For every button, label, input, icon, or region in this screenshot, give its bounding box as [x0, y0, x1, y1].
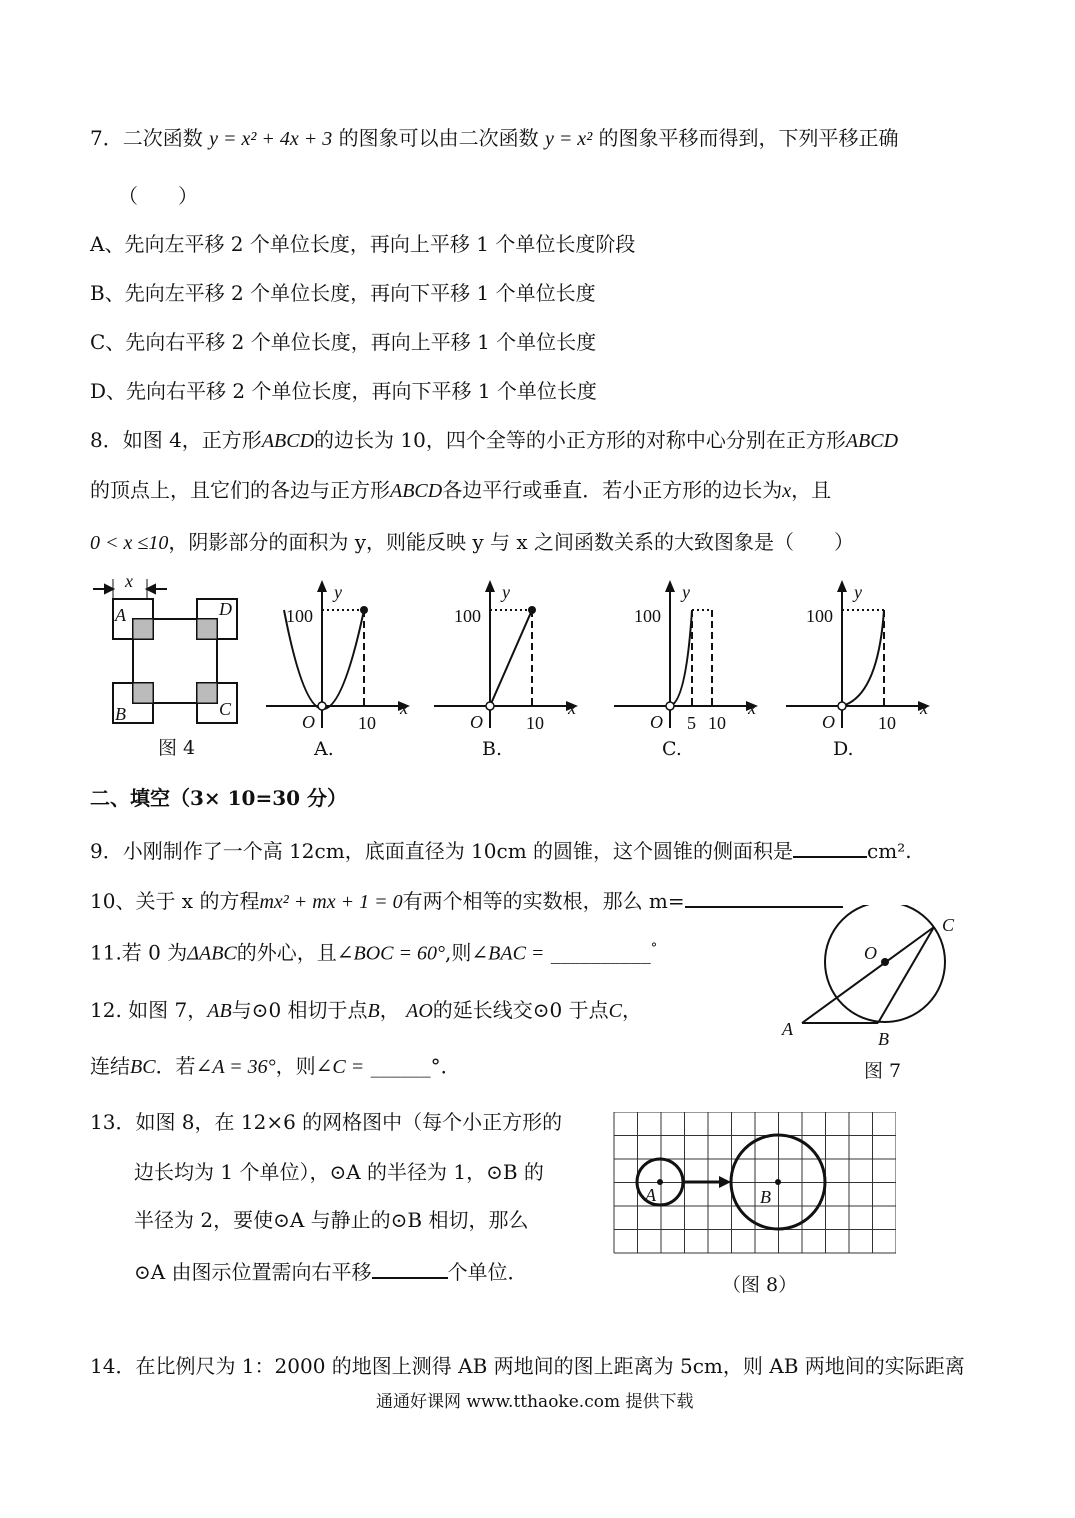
fig4-vertex-a: A [115, 605, 126, 625]
q8-line2: 的顶点上，且它们的各边与正方形ABCD各边平行或垂直．若小正方形的边长为x，且 [90, 478, 832, 502]
graph-a-x-label: x [400, 698, 408, 718]
q14: 14．在比例尺为 1：2000 的地图上测得 AB 两地间的图上距离为 5cm，则 AB 两地间的实际距离 [90, 1354, 965, 1378]
fig7-label-c: C [942, 915, 955, 935]
graph-d-x-label: x [920, 698, 928, 718]
q8-line1: 8．如图 4，正方形ABCD的边长为 10，四个全等的小正方形的对称中心分别在正方形ABCD [90, 428, 899, 452]
q11-blank[interactable]: __________ [550, 940, 651, 965]
fig7-caption: 图 7 [864, 1060, 902, 1082]
q13-line4: ⊙A 由图示位置需向右平移 个单位． [134, 1260, 528, 1284]
graph-a [262, 578, 422, 733]
q7-stem: 7．二次函数 y = x² + 4x + 3 的图象可以由二次函数 y = x² 的图象平移而得到，下列平移正确 [90, 126, 899, 150]
graph-c-origin: O [650, 712, 663, 732]
fig4-vertex-b: B [115, 704, 126, 724]
fig8-label-a: A [645, 1185, 656, 1205]
graph-d-origin: O [822, 712, 835, 732]
graph-b-x-tick: 10 [526, 713, 544, 733]
graph-c-caption: C. [662, 738, 682, 760]
graph-c [610, 578, 770, 733]
graph-b-origin: O [470, 712, 483, 732]
fig7-label-a: A [782, 1019, 793, 1039]
q9: 9．小刚制作了一个高 12cm，底面直径为 10cm 的圆锥，这个圆锥的侧面积是 cm². [90, 839, 912, 863]
graph-d-y-tick: 100 [806, 606, 833, 626]
graph-d [782, 578, 942, 733]
graph-a-caption: A. [314, 738, 334, 760]
fig8-caption: （图 8） [722, 1274, 798, 1296]
q7-eq1: y = x² + 4x + 3 [209, 128, 333, 150]
section-2-heading: 二、填空（3× 10=30 分） [90, 786, 348, 810]
graph-d-caption: D. [833, 738, 854, 760]
q13-line2: 边长均为 1 个单位），⊙A 的半径为 1，⊙B 的 [134, 1160, 544, 1184]
fig4-vertex-c: C [219, 699, 232, 719]
q8-line3: 0 < x ≤10，阴影部分的面积为 y，则能反映 y 与 x 之间函数关系的大致图象是（ ） [90, 530, 855, 554]
q10-eq: mx² + mx + 1 = 0 [259, 891, 403, 913]
q12-line1: 12. 如图 7，AB与⊙0 相切于点B， AO的延长线交⊙0 于点C， [90, 998, 642, 1022]
q9-blank[interactable] [793, 838, 867, 858]
graph-a-y-label: y [334, 582, 342, 602]
q10: 10、关于 x 的方程mx² + mx + 1 = 0有两个相等的实数根，那么 m= [90, 888, 843, 912]
fig8-label-b: B [760, 1187, 771, 1207]
graph-c-x-tick-10: 10 [708, 713, 726, 733]
fig4-vertex-d: D [219, 599, 232, 619]
q7-option-c: C、先向右平移 2 个单位长度，再向上平移 1 个单位长度 [90, 330, 597, 354]
graph-c-y-label: y [682, 582, 690, 602]
graph-b-y-label: y [502, 582, 510, 602]
graph-c-x-label: x [748, 698, 756, 718]
fig4-x-label: x [125, 575, 133, 591]
graph-a-y-tick: 100 [286, 606, 313, 626]
q7-option-a: A、先向左平移 2 个单位长度，再向上平移 1 个单位长度阶段 [90, 232, 636, 256]
graph-d-y-label: y [854, 582, 862, 602]
graph-a-origin: O [302, 712, 315, 732]
q7-eq2: y = x² [544, 128, 593, 150]
graph-b-y-tick: 100 [454, 606, 481, 626]
q12-line2: 连结BC．若∠A = 36°，则∠C = ______°． [90, 1054, 461, 1078]
graph-d-x-tick: 10 [878, 713, 896, 733]
graph-b [430, 578, 590, 733]
q11: 11.若 0 为ΔABC的外心，且∠BOC = 60°,则∠BAC = __________° [90, 940, 658, 965]
graph-c-x-tick-5: 5 [687, 713, 696, 733]
footer: 通通好课网 www.tthaoke.com 提供下载 [376, 1392, 694, 1412]
q7-answer-paren: （ ） [118, 184, 198, 208]
graph-a-x-tick: 10 [358, 713, 376, 733]
graph-c-y-tick: 100 [634, 606, 661, 626]
q7-option-d: D、先向右平移 2 个单位长度，再向下平移 1 个单位长度 [90, 379, 597, 403]
q7-option-b: B、先向左平移 2 个单位长度，再向下平移 1 个单位长度 [90, 281, 596, 305]
fig7-label-o: O [864, 943, 877, 963]
graph-b-x-label: x [568, 698, 576, 718]
figure-7 [778, 905, 968, 1050]
graph-b-caption: B. [482, 738, 503, 760]
q13-line1: 13．如图 8，在 12×6 的网格图中（每个小正方形的 [90, 1110, 563, 1134]
figure-8 [612, 1112, 896, 1254]
q8-inequality: 0 < x ≤10 [90, 532, 169, 554]
fig4-caption: 图 4 [158, 737, 196, 759]
fig7-label-b: B [878, 1029, 889, 1049]
q13-line3: 半径为 2，要使⊙A 与静止的⊙B 相切，那么 [134, 1208, 529, 1232]
q13-blank[interactable] [372, 1259, 448, 1279]
q12-blank[interactable]: ______ [370, 1054, 431, 1078]
